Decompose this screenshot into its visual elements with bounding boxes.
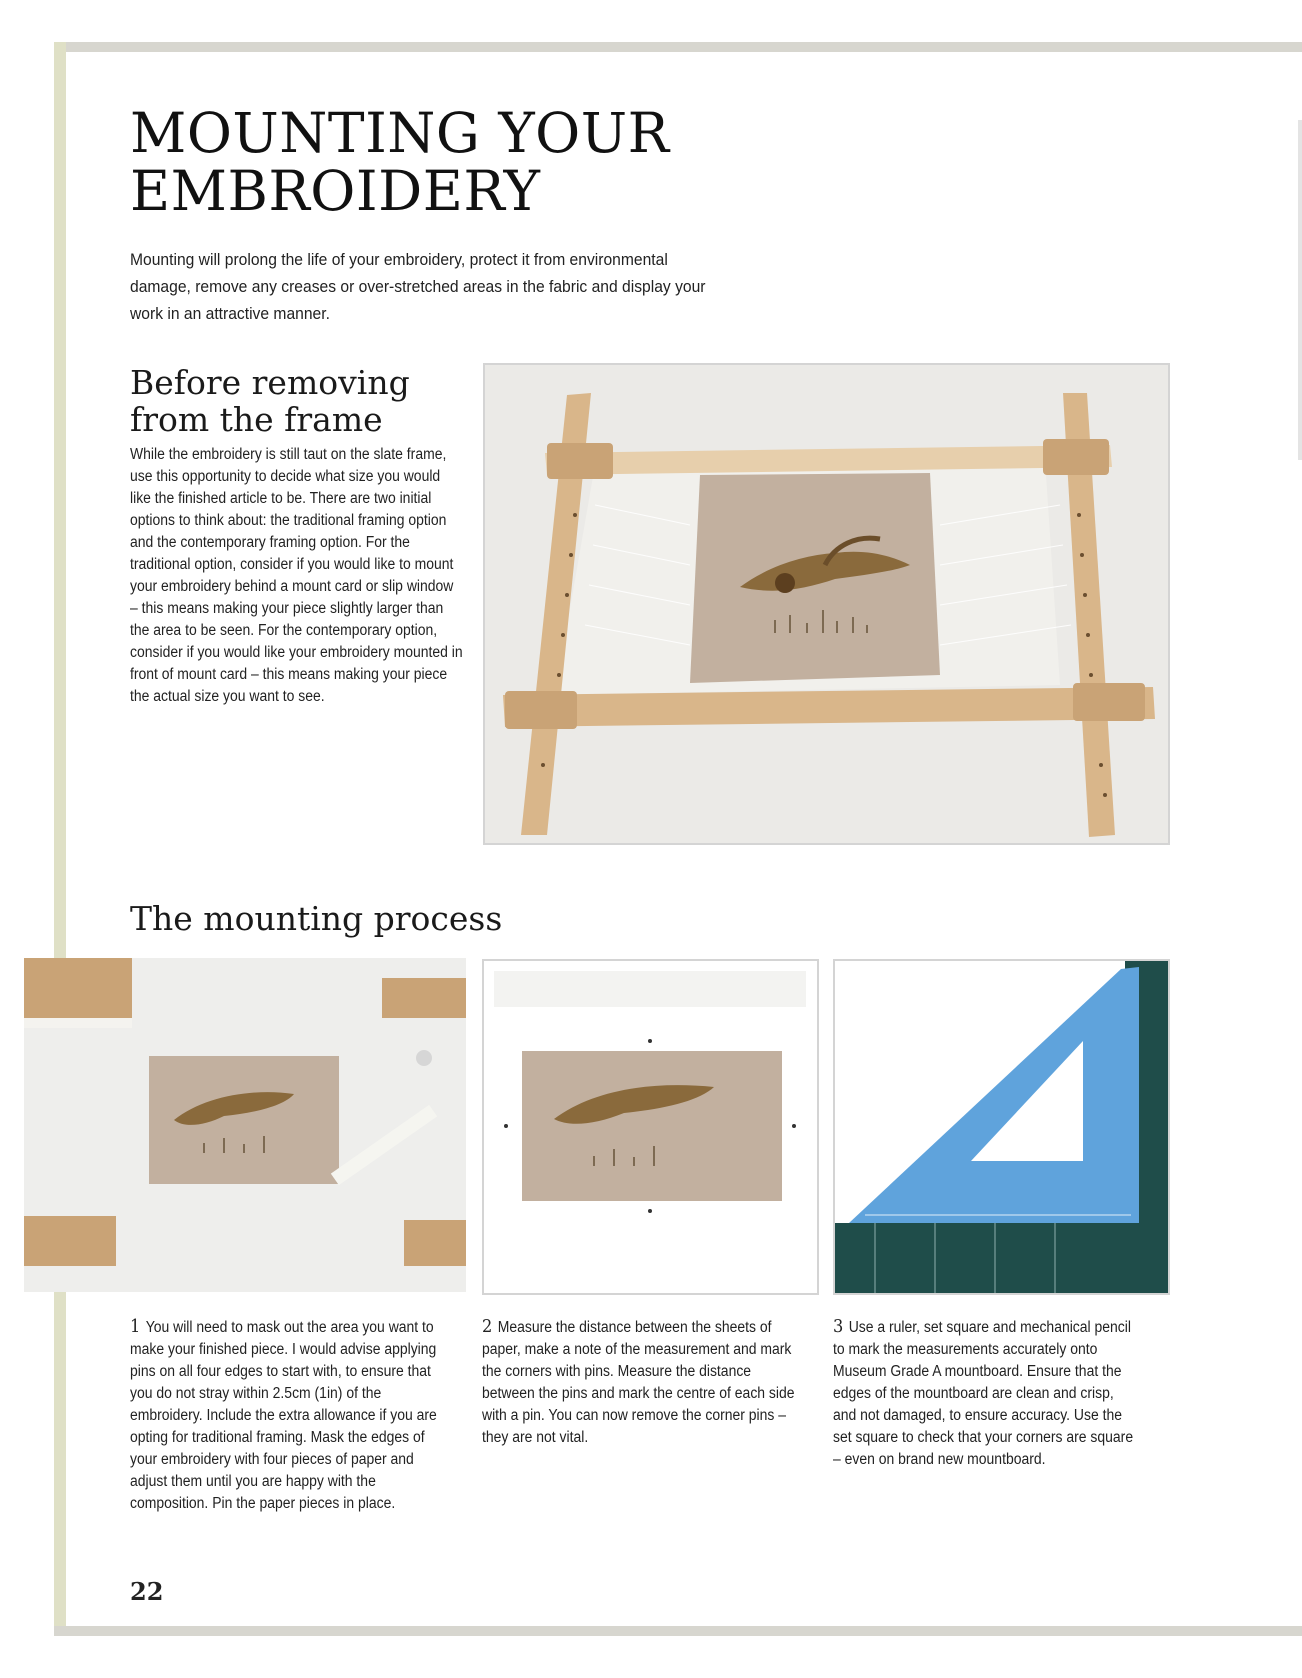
process-heading: The mounting process [130,899,503,938]
step-1-number: 1 [130,1316,141,1337]
page-title [130,101,670,223]
step-2-illustration [484,961,817,1293]
before-heading: Before removing from the frame [130,363,410,439]
slate-frame-illustration [485,365,1168,843]
step-1-illustration [24,958,466,1292]
intro-paragraph: Mounting will prolong the life of your embroidery, protect it from environmental damage, remove any creases or over-stretched areas in the fabric and display your work in an attractive manner. [130,250,706,323]
step-1-description: You will need to mask out the area you want to make your finished piece. I would advise applying pins on all four edges to start with, to ensure that you do not stray within 2.5cm (1in) of the embroidery. Include the extra allowance if you are opting for traditional framing. Mask the edges of your embroidery with four pieces of paper and adjust them until you are happy with the composition. Pin the paper pieces in place. [130,1319,437,1512]
step-2-photo [482,959,819,1295]
page-border-top [54,42,1302,52]
step-3-text [833,1316,1139,1471]
step-3-number: 3 [833,1316,844,1337]
slate-frame-photo [483,363,1170,845]
page-number: 22 [130,1577,164,1606]
page-title-line-2: EMBROIDERY [130,159,541,223]
step-3-illustration [835,961,1168,1293]
step-1-text [130,1316,454,1515]
step-3-photo [833,959,1170,1295]
page-border-bottom [54,1626,1302,1636]
step-1-photo [24,958,466,1292]
step-2-text [482,1316,806,1449]
step-2-number: 2 [482,1316,493,1337]
page-edge-right [1298,120,1302,460]
page-border-left [54,42,66,1636]
step-2-description: Measure the distance between the sheets of paper, make a note of the measurement and mark the corners with pins. Measure the distance between the pins and mark the centre of each side with a pin. You can now remove the corner pins – they are not vital. [482,1319,795,1446]
step-3-description: Use a ruler, set square and mechanical pencil to mark the measurements accurately onto Museum Grade A mountboard. Ensure that the edges of the mountboard are clean and crisp, and not damaged, to ensure accuracy. Use the set square to check that your corners are square – even on brand new mountboard. [833,1319,1134,1468]
page-title-line-1: MOUNTING YOUR [130,101,670,165]
before-paragraph: While the embroidery is still taut on the slate frame, use this opportunity to decide what size you would like the finished article to be. There are two initial options to think about: the traditional framing option and the contemporary framing option. For the traditional option, consider if you would like to mount your embroidery behind a mount card or slip window – this means making your piece slightly larger than the area to be seen. For the contemporary option, consider if you would like your embroidery mounted in front of mount card – this means making your piece the actual size you want to see. [130,446,463,705]
